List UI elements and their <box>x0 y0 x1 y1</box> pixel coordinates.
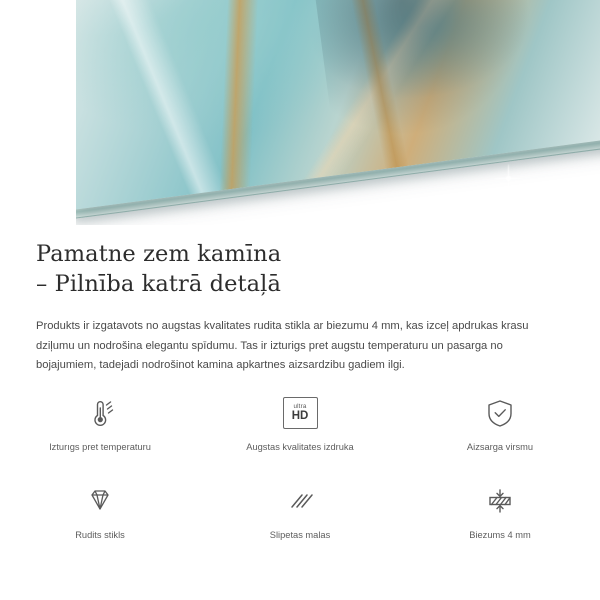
glass-panel-artwork <box>25 0 600 210</box>
page-title <box>0 225 600 299</box>
polished-edges-icon <box>279 480 321 522</box>
page-title-line-1: Pamatne zem kamīna <box>36 241 282 267</box>
text-content <box>0 225 600 376</box>
ultra-hd-icon <box>279 392 321 434</box>
feature-item-thickness <box>400 480 600 558</box>
feature-label: Biezums 4 mm <box>469 530 531 540</box>
feature-label: Rudits stikls <box>75 530 125 540</box>
description-paragraph: Produkts ir izgatavots no augstas kvalitates rudita stikla ar biezumu 4 mm, kas izceļ apdrukas krasu dziļumu un nodrošina elegantu spīdumu. Tas ir izturigs pret augstu temperaturu un pasarga no bojajumiem, tadejadi nodrošinot kamina apkartnes aizsardzibu gadiem ilgi. <box>36 320 529 371</box>
hero-image-inner <box>0 0 600 225</box>
feature-item-temperature <box>0 392 200 470</box>
hero-image <box>0 0 600 225</box>
feature-label: Izturıgs pret temperaturu <box>49 442 151 452</box>
hero-left-margin <box>0 0 76 225</box>
thermometer-icon <box>79 392 121 434</box>
feature-item-surface-protection <box>400 392 600 470</box>
feature-item-tempered-glass <box>0 480 200 558</box>
ultra-hd-top-text: ultra <box>293 402 307 410</box>
feature-item-print-quality <box>200 392 400 470</box>
feature-label: Aizsarga virsmu <box>466 442 534 452</box>
diamond-icon <box>79 480 121 522</box>
ultra-hd-bottom-text: HD <box>291 409 309 422</box>
page-title-line-2: – Pilnība katrā detaļā <box>36 271 281 297</box>
thickness-icon <box>479 480 521 522</box>
shield-check-icon <box>479 392 521 434</box>
feature-item-polished-edges <box>200 480 400 558</box>
feature-label: Augstas kvalitates izdruka <box>246 442 354 452</box>
feature-grid <box>0 392 600 558</box>
feature-label: Slipetas malas <box>269 530 331 540</box>
